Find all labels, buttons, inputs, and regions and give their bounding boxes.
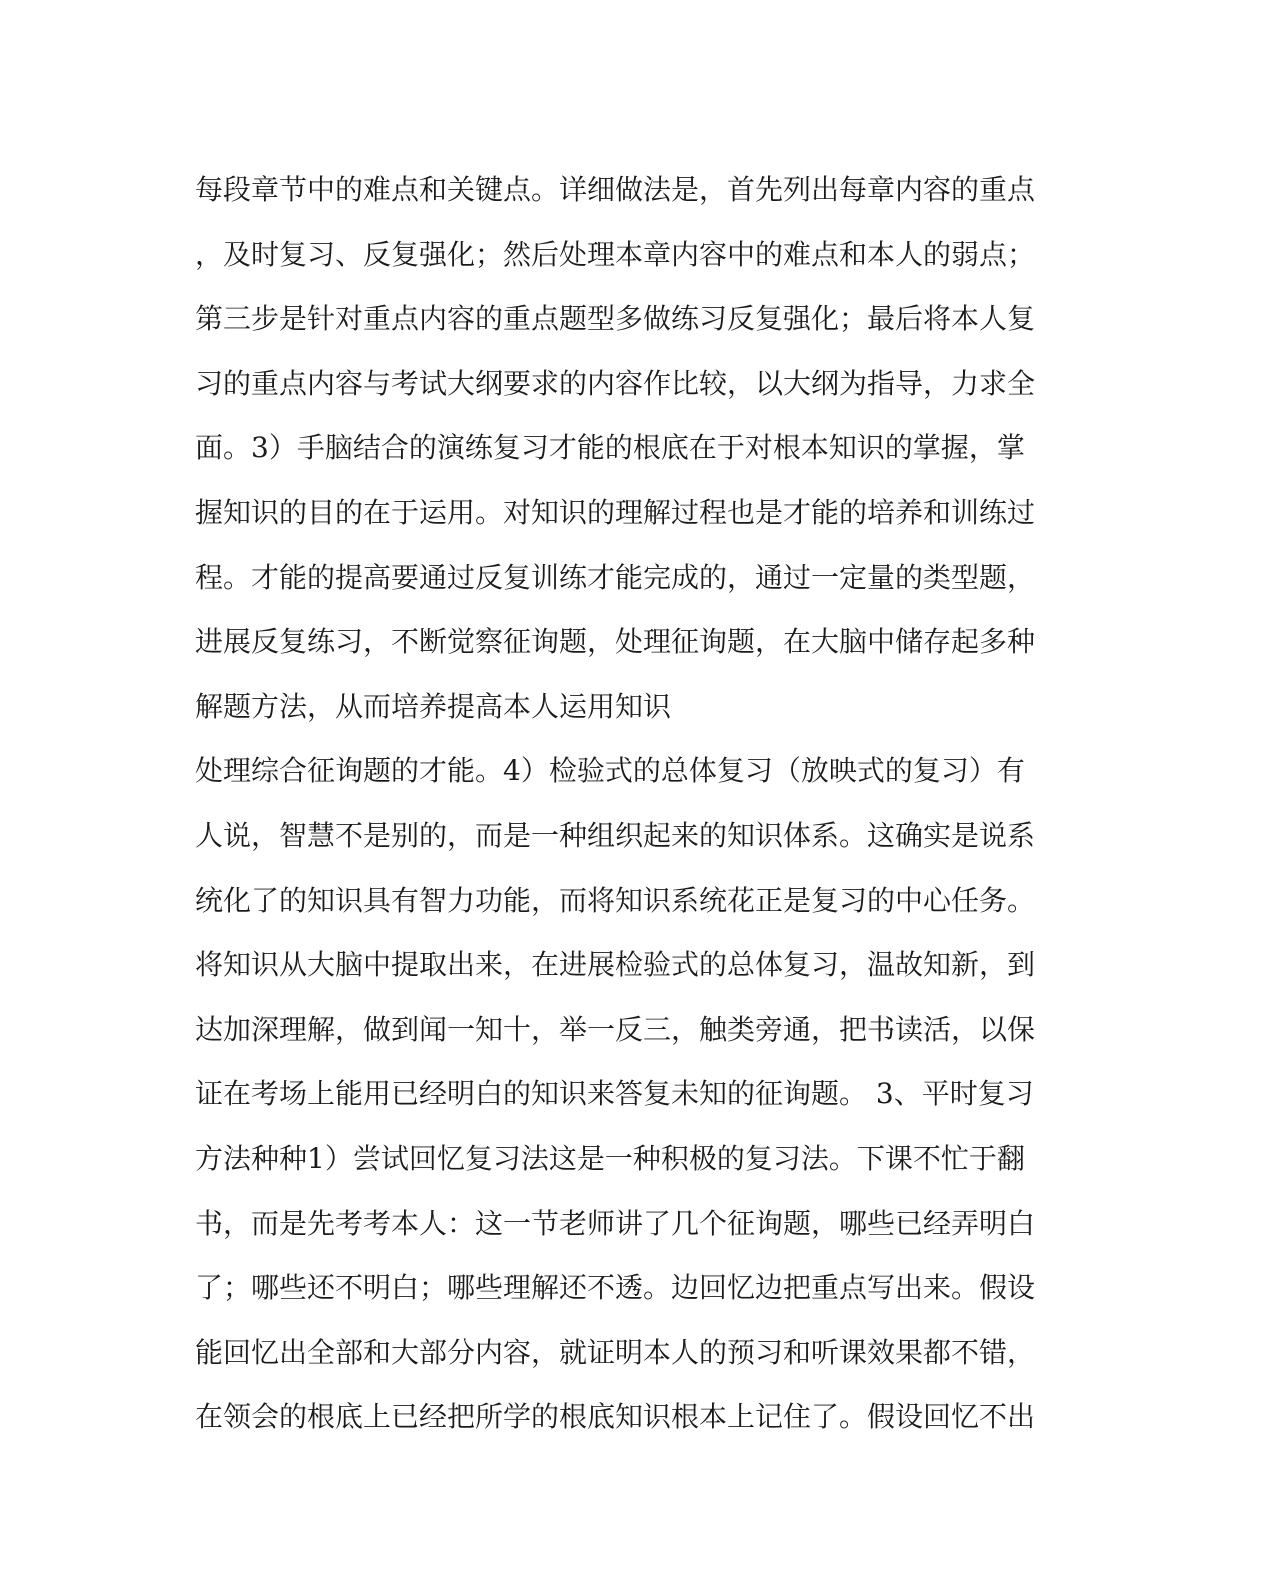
text-line: 达加深理解，做到闻一知十，举一反三，触类旁通，把书读活，以保 — [195, 1012, 1036, 1046]
body-text — [195, 158, 1065, 1450]
text-line: 了；哪些还不明白；哪些理解还不透。边回忆边把重点写出来。假设 — [195, 1271, 1036, 1305]
text-line: 面。3）手脑结合的演练复习才能的根底在于对根本知识的掌握，掌 — [195, 431, 1025, 465]
text-line: 第三步是针对重点内容的重点题型多做练习反复强化；最后将本人复 — [195, 302, 1036, 336]
text-line: 在领会的根底上已经把所学的根底知识根本上记住了。假设回忆不出 — [195, 1400, 1036, 1434]
text-line: 将知识从大脑中提取出来，在进展检验式的总体复习，温故知新，到 — [195, 948, 1036, 982]
text-line: 方法种种1）尝试回忆复习法这是一种积极的复习法。下课不忙于翻 — [195, 1141, 1025, 1175]
text-line: 书，而是先考考本人：这一节老师讲了几个征询题，哪些已经弄明白 — [195, 1206, 1036, 1240]
text-line: 解题方法，从而培养提高本人运用知识 — [195, 689, 672, 723]
text-line: 程。才能的提高要通过反复训练才能完成的，通过一定量的类型题， — [195, 560, 1036, 594]
text-line: 进展反复练习，不断觉察征询题，处理征询题，在大脑中储存起多种 — [195, 625, 1036, 659]
text-line: 每段章节中的难点和关键点。详细做法是，首先列出每章内容的重点 — [195, 173, 1036, 206]
text-line: 能回忆出全部和大部分内容，就证明本人的预习和听课效果都不错， — [195, 1335, 1036, 1369]
text-line: 握知识的目的在于运用。对知识的理解过程也是才能的培养和训练过 — [195, 495, 1036, 529]
text-line: 证在考场上能用已经明白的知识来答复未知的征询题。 3、平时复习 — [195, 1077, 1034, 1111]
text-line: 人说，智慧不是别的，而是一种组织起来的知识体系。这确实是说系 — [195, 818, 1036, 852]
text-line: 统化了的知识具有智力功能，而将知识系统花正是复习的中心任务。 — [195, 883, 1036, 917]
text-line: 处理综合征询题的才能。4）检验式的总体复习（放映式的复习）有 — [195, 754, 1025, 788]
text-line: ，及时复习、反复强化；然后处理本章内容中的难点和本人的弱点； — [195, 237, 1036, 271]
text-line: 习的重点内容与考试大纲要求的内容作比较，以大纲为指导，力求全 — [195, 366, 1036, 400]
